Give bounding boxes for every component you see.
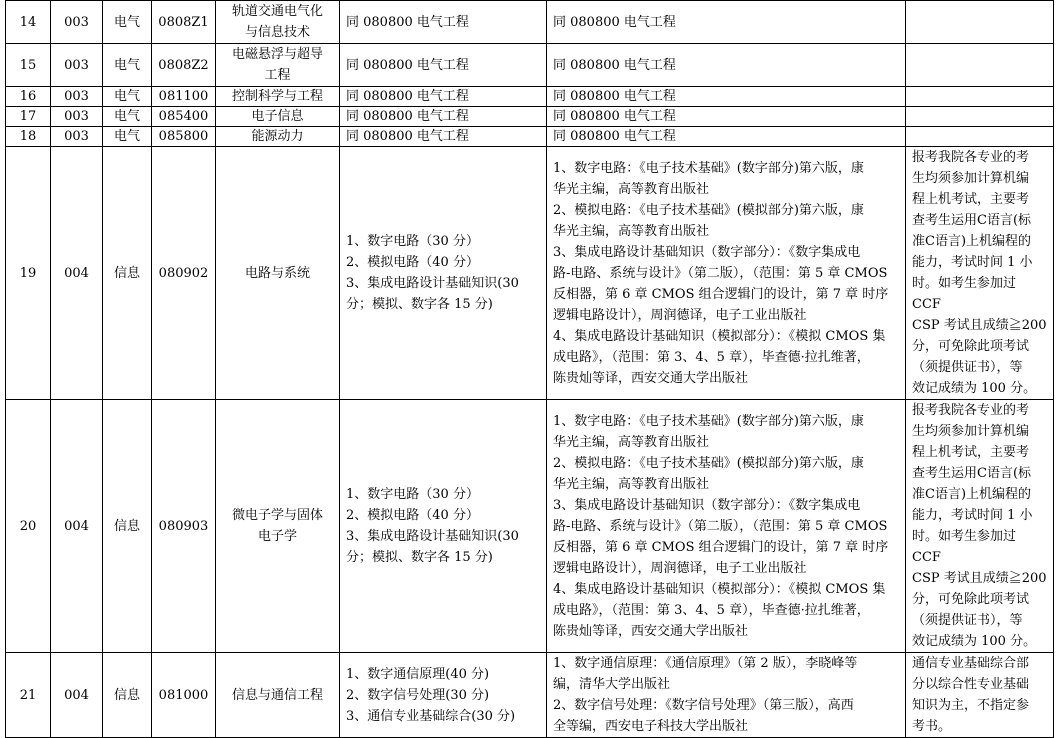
table-row (6, 107, 1054, 127)
major-name-line: 电磁悬浮与超导 (231, 47, 323, 62)
exam-subjects-line: 1、数字电路（30 分） (346, 487, 479, 502)
remarks-line: 生均须参加计算机编 (912, 424, 1030, 439)
remarks-line: 分以综合性专业基础 (912, 677, 1030, 692)
exam-subjects-line: 3、通信专业基础综合(30 分) (346, 708, 516, 724)
college-code: 003 (51, 1, 103, 44)
remarks (906, 107, 1054, 127)
reference-books-line: 华光主编，高等教育出版社 (553, 476, 710, 492)
exam-subjects (340, 87, 547, 107)
exam-subjects (340, 147, 547, 400)
college-code: 003 (51, 44, 103, 87)
reference-books-line: 反相器，第 6 章 CMOS 组合逻辑门的设计，第 7 章 时序 (553, 286, 889, 302)
exam-subjects-line: 分；模拟、数字各 15 分) (346, 297, 493, 312)
exam-subjects-line: 同 080800 电气工程 (346, 129, 469, 144)
college-name: 电气 (103, 107, 152, 127)
reference-books (547, 127, 906, 147)
row-number: 15 (6, 44, 51, 87)
remarks-line: 程上机考试，主要考 (912, 445, 1030, 460)
exam-subjects-line: 同 080800 电气工程 (346, 57, 469, 73)
major-code: 085400 (152, 107, 216, 127)
remarks-line: 查考生运用C语言(标 (912, 466, 1032, 481)
college-code: 004 (51, 147, 103, 400)
remarks-line: 生均须参加计算机编 (912, 171, 1030, 186)
reference-books-line: 华光主编，高等教育出版社 (553, 434, 710, 450)
remarks-line: 知识为主，不指定参 (912, 698, 1030, 713)
remarks-line: 能力，考试时间 1 小 (912, 255, 1033, 270)
major-name-line: 轨道交通电气化 (231, 4, 323, 19)
reference-books-line: 4、集成电路设计基础知识（模拟部分）：《模拟 CMOS 集 (553, 581, 886, 597)
major-name-line: 微电子学与固体 (231, 508, 323, 523)
remarks (906, 127, 1054, 147)
reference-books-line: 路-电路、系统与设计》（第二版），（范围：第 5 章 CMOS (553, 518, 888, 534)
reference-books-line: 编，清华大学出版社 (553, 677, 671, 692)
college-code: 003 (51, 87, 103, 107)
reference-books-line: 华光主编，高等教育出版社 (553, 223, 710, 239)
major-code: 080903 (152, 400, 216, 653)
remarks-line: 分，可免除此项考试 (912, 339, 1030, 354)
table-row (6, 44, 1054, 87)
row-number: 14 (6, 1, 51, 44)
reference-books-line: 2、模拟电路：《电子技术基础》(模拟部分)第六版，康 (553, 202, 864, 218)
major-name-line: 电路与系统 (244, 265, 310, 281)
exam-subjects-line: 同 080800 电气工程 (346, 109, 469, 124)
college-code: 004 (51, 653, 103, 738)
syllabus-table (5, 0, 1054, 738)
college-name: 电气 (103, 87, 152, 107)
row-number: 16 (6, 87, 51, 107)
major-name (216, 653, 340, 738)
major-name (216, 1, 340, 44)
reference-books-line: 逻辑电路设计），周润德译，电子工业出版社 (553, 307, 807, 323)
exam-subjects (340, 107, 547, 127)
remarks-line: 时。如考生参加过 CCF (912, 529, 1017, 565)
major-code: 0808Z2 (152, 44, 216, 87)
major-code: 081100 (152, 87, 216, 107)
college-code: 003 (51, 107, 103, 127)
exam-subjects-line: 2、数字信号处理(30 分) (346, 687, 490, 703)
exam-subjects-line: 分；模拟、数字各 15 分) (346, 550, 493, 565)
reference-books-line: 同 080800 电气工程 (553, 14, 676, 30)
exam-subjects (340, 127, 547, 147)
exam-subjects-line: 3、集成电路设计基础知识(30 (346, 276, 519, 291)
table-row (6, 127, 1054, 147)
reference-books-line: 1、数字电路：《电子技术基础》(数字部分)第六版，康 (553, 413, 864, 429)
reference-books-line: 3、集成电路设计基础知识（数字部分）：《数字集成电 (553, 244, 861, 260)
major-name-line: 能源动力 (251, 129, 304, 144)
table-row (6, 400, 1054, 653)
remarks-line: （须提供证书），等 (912, 613, 1023, 628)
college-name: 信息 (103, 147, 152, 400)
remarks-line: 时。如考生参加过 CCF (912, 276, 1017, 312)
remarks-line: 准C语言)上机编程的 (912, 234, 1032, 249)
college-name: 电气 (103, 127, 152, 147)
major-code: 080902 (152, 147, 216, 400)
major-code: 081000 (152, 653, 216, 738)
remarks-line: （须提供证书），等 (912, 360, 1023, 375)
remarks-line: 分，可免除此项考试 (912, 592, 1030, 607)
major-name (216, 107, 340, 127)
reference-books (547, 147, 906, 400)
remarks-line: 效记成绩为 100 分。 (912, 381, 1037, 396)
table-body (6, 1, 1054, 738)
reference-books-line: 1、数字电路：《电子技术基础》(数字部分)第六版，康 (553, 160, 864, 176)
major-name-line: 电子学 (257, 529, 297, 544)
row-number: 19 (6, 147, 51, 400)
reference-books-line: 3、集成电路设计基础知识（数字部分）：《数字集成电 (553, 497, 861, 513)
college-name: 信息 (103, 400, 152, 653)
remarks-line: 考书。 (912, 719, 952, 734)
remarks-line: CSP 考试且成绩≧200 (912, 318, 1047, 333)
remarks-line: 能力，考试时间 1 小 (912, 508, 1033, 523)
remarks-line: 效记成绩为 100 分。 (912, 634, 1037, 649)
major-name (216, 44, 340, 87)
remarks-line: 报考我院各专业的考 (912, 403, 1030, 418)
reference-books (547, 653, 906, 738)
remarks (906, 1, 1054, 44)
row-number: 20 (6, 400, 51, 653)
college-name: 电气 (103, 1, 152, 44)
major-name-line: 工程 (264, 68, 291, 83)
reference-books-line: 1、数字通信原理：《通信原理》（第 2 版），李晓峰等 (553, 656, 858, 671)
exam-subjects-line: 2、模拟电路（40 分） (346, 255, 479, 270)
remarks-line: 查考生运用C语言(标 (912, 213, 1032, 228)
reference-books-line: 全等编，西安电子科技大学出版社 (553, 719, 749, 734)
major-name (216, 87, 340, 107)
reference-books (547, 44, 906, 87)
major-name-line: 信息与通信工程 (231, 687, 323, 703)
college-name: 电气 (103, 44, 152, 87)
college-code: 003 (51, 127, 103, 147)
reference-books-line: 同 080800 电气工程 (553, 109, 676, 124)
exam-subjects-line: 同 080800 电气工程 (346, 89, 469, 104)
table-row (6, 653, 1054, 738)
remarks-line: CSP 考试且成绩≧200 (912, 571, 1047, 586)
exam-subjects-line: 同 080800 电气工程 (346, 14, 469, 30)
major-name-line: 控制科学与工程 (231, 89, 323, 104)
reference-books-line: 同 080800 电气工程 (553, 89, 676, 104)
reference-books-line: 4、集成电路设计基础知识（模拟部分）：《模拟 CMOS 集 (553, 328, 886, 344)
reference-books-line: 同 080800 电气工程 (553, 57, 676, 73)
reference-books (547, 87, 906, 107)
reference-books-line: 华光主编，高等教育出版社 (553, 181, 710, 197)
major-name (216, 147, 340, 400)
remarks (906, 653, 1054, 738)
major-name (216, 400, 340, 653)
table-row (6, 87, 1054, 107)
exam-subjects-line: 1、数字电路（30 分） (346, 234, 479, 249)
reference-books-line: 路-电路、系统与设计》（第二版），（范围：第 5 章 CMOS (553, 265, 888, 281)
major-name-line: 电子信息 (251, 109, 304, 124)
exam-subjects (340, 44, 547, 87)
reference-books-line: 2、模拟电路：《电子技术基础》(模拟部分)第六版，康 (553, 455, 864, 471)
reference-books-line: 成电路》，（范围：第 3、4、5 章），毕查德·拉扎维著， (553, 349, 870, 365)
reference-books (547, 1, 906, 44)
reference-books-line: 逻辑电路设计），周润德译，电子工业出版社 (553, 560, 807, 576)
row-number: 21 (6, 653, 51, 738)
major-name (216, 127, 340, 147)
remarks-line: 通信专业基础综合部 (912, 656, 1030, 671)
exam-subjects (340, 1, 547, 44)
remarks (906, 87, 1054, 107)
exam-subjects (340, 653, 547, 738)
row-number: 18 (6, 127, 51, 147)
reference-books-line: 反相器，第 6 章 CMOS 组合逻辑门的设计，第 7 章 时序 (553, 539, 889, 555)
reference-books-line: 陈贵灿等译，西安交通大学出版社 (553, 370, 749, 386)
reference-books (547, 400, 906, 653)
exam-subjects-line: 3、集成电路设计基础知识(30 (346, 529, 519, 544)
college-code: 004 (51, 400, 103, 653)
major-code: 0808Z1 (152, 1, 216, 44)
reference-books-line: 成电路》，（范围：第 3、4、5 章），毕查德·拉扎维著， (553, 602, 870, 618)
reference-books-line: 2、数字信号处理：《数字信号处理》（第三版），高西 (553, 698, 854, 713)
remarks-line: 程上机考试，主要考 (912, 192, 1030, 207)
exam-subjects-line: 1、数字通信原理(40 分) (346, 666, 490, 682)
remarks (906, 44, 1054, 87)
major-code: 085800 (152, 127, 216, 147)
table-row (6, 147, 1054, 400)
table-row (6, 1, 1054, 44)
reference-books-line: 同 080800 电气工程 (553, 129, 676, 144)
row-number: 17 (6, 107, 51, 127)
major-name-line: 与信息技术 (244, 25, 310, 40)
college-name: 信息 (103, 653, 152, 738)
reference-books-line: 陈贵灿等译，西安交通大学出版社 (553, 623, 749, 639)
remarks (906, 400, 1054, 653)
remarks-line: 准C语言)上机编程的 (912, 487, 1032, 502)
reference-books (547, 107, 906, 127)
exam-subjects-line: 2、模拟电路（40 分） (346, 508, 479, 523)
remarks (906, 147, 1054, 400)
exam-subjects (340, 400, 547, 653)
remarks-line: 报考我院各专业的考 (912, 150, 1030, 165)
